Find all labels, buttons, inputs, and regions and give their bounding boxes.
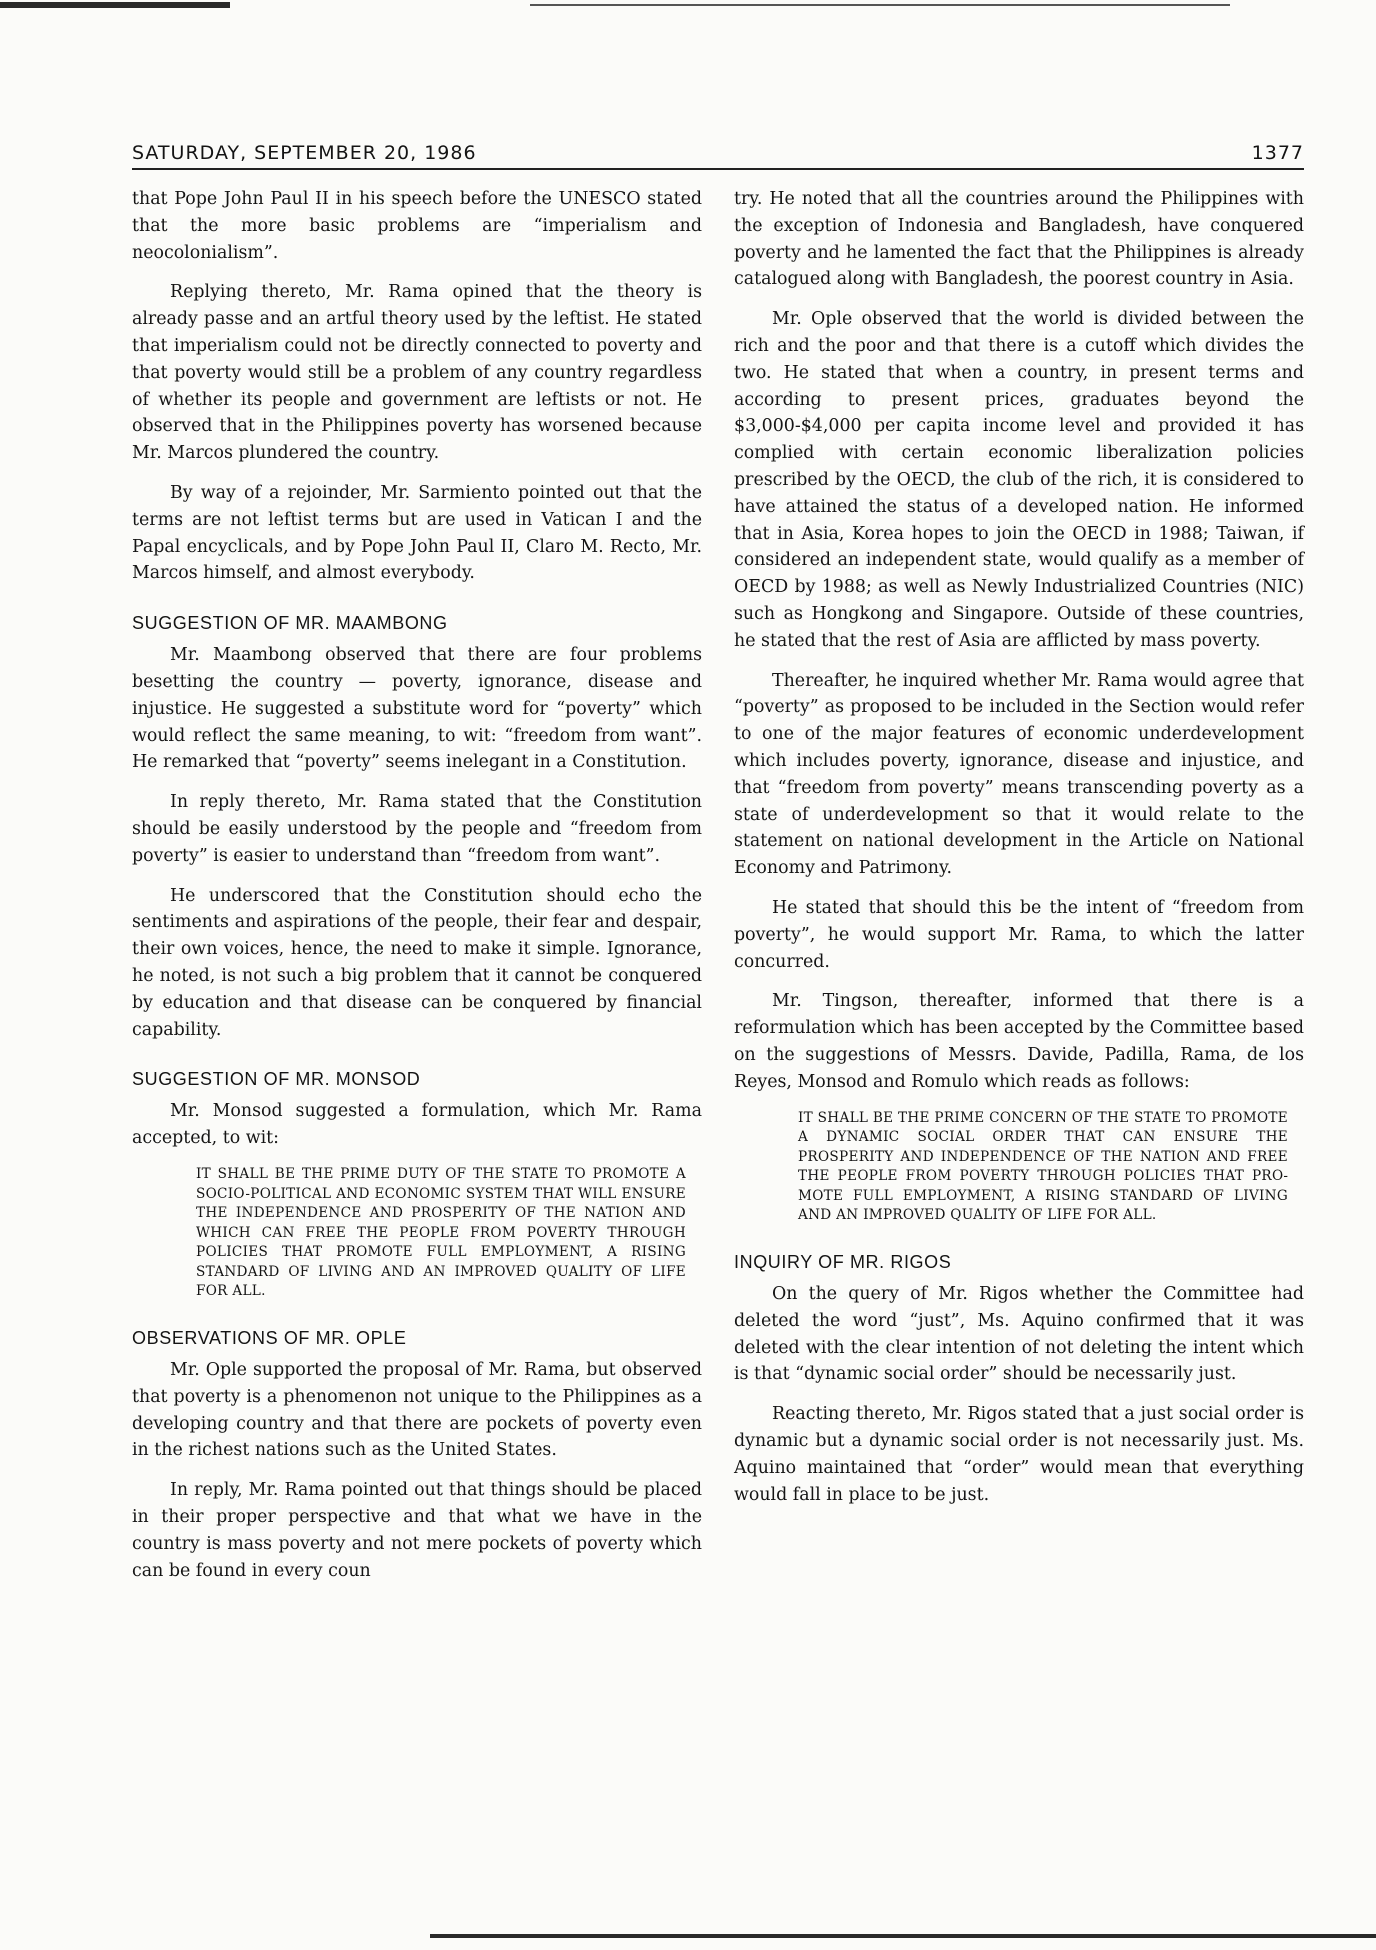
- scan-edge-top: [0, 2, 230, 8]
- paragraph: Reacting thereto, Mr. Rigos stated that a just social order is dynamic but a dynamic social order is not necessarily just. Ms. Aquino maintained that “order” would mean that everything would fall in place to be just.: [734, 1404, 1304, 1505]
- paragraph: Mr. Monsod suggested a formulation, which Mr. Rama accepted, to wit:: [132, 1101, 702, 1149]
- right-column: [734, 186, 1304, 1597]
- paragraph: Mr. Tingson, thereafter, informed that there is a reformulation which has been accepted by the Committee based on the suggestions of Messrs. Davide, Padilla, Rama, de los Reyes, Monsod and Romulo which reads as follows:: [734, 991, 1304, 1092]
- quoted-formulation: IT SHALL BE THE PRIME DUTY OF THE STATE TO PROMOTE A SOCIO-POLITICAL AND ECONOMIC SYSTEM THAT WILL ENSURE THE INDEPENDENCE AND PROSPERITY OF THE NATION AND WHICH CAN FREE THE PEOPLE FROM POVERTY THROUGH POLICIES THAT PROMOTE FULL EMPLOYMENT, A RISING STANDARD OF LIVING AND AN IMPROVED QUALITY OF LIFE FOR ALL.: [196, 1165, 686, 1300]
- paragraph: On the query of Mr. Rigos whether the Committee had deleted the word “just”, Ms. Aquino confirmed that it was deleted with the clear intention of not deleting the intent which is that “dynamic social order” should be necessarily just.: [734, 1284, 1304, 1385]
- scan-edge-top-thin: [530, 4, 1230, 6]
- page-header: [132, 128, 1304, 170]
- paragraph: He stated that should this be the intent of “freedom from poverty”, he would support Mr. Rama, to which the latter concurred.: [734, 897, 1304, 972]
- paragraph: He underscored that the Constitution should echo the sentiments and aspirations of the people, their fear and despair, their own voices, hence, the need to make it simple. Ignorance, he noted, is not such a big problem that it cannot be conquered by education and that disease can be conquered by financial capability.: [132, 885, 702, 1040]
- left-column: [132, 186, 702, 1597]
- section-heading: INQUIRY OF MR. RIGOS: [734, 1252, 952, 1273]
- paragraph: By way of a rejoinder, Mr. Sarmiento pointed out that the terms are not leftist terms but are used in Vatican I and the Papal encyclicals, and by Pope John Paul II, Claro M. Recto, Mr. Marcos himself, and almost everybody.: [132, 482, 702, 584]
- paragraph: Mr. Ople observed that the world is divided between the rich and the poor and that there is a cutoff which divides the two. He stated that when a country, in present terms and according to present prices, graduates beyond the $3,000-$4,000 per capita income level and provided it has complied with certain economic liberalization policies prescribed by the OECD, the club of the rich, it is considered to have attained the status of a developed nation. He informed that in Asia, Korea hopes to join the OECD in 1988; Taiwan, if considered an independent state, would qualify as a member of OECD by 1988; as well as Newly Industrialized Countries (NIC) such as Hongkong and Singapore. Outside of these countries, he stated that the rest of Asia are afflicted by mass poverty.: [734, 309, 1304, 651]
- section-heading: OBSERVATIONS OF MR. OPLE: [132, 1328, 407, 1349]
- text-columns: [132, 186, 1304, 1597]
- paragraph: Replying thereto, Mr. Rama opined that the theory is already passe and an artful theory used by the leftist. He stated that imperialism could not be directly connected to poverty and that poverty would still be a problem of any country regardless of whether its people and government are leftists or not. He observed that in the Philippines poverty has worsened because Mr. Marcos plundered the country.: [132, 282, 702, 464]
- paragraph: Mr. Maambong observed that there are four problems besetting the country — poverty, ignorance, disease and injustice. He suggested a substitute word for “poverty” which would reflect the same meaning, to wit: “freedom from want”. He remarked that “poverty” seems inelegant in a Constitution.: [132, 645, 702, 773]
- section-heading: SUGGESTION OF MR. MONSOD: [132, 1069, 421, 1090]
- paragraph: Mr. Ople supported the proposal of Mr. Rama, but observed that poverty is a phenomenon not unique to the Philippines as a developing country and that there are pockets of poverty even in the richest nations such as the United States.: [132, 1360, 702, 1461]
- quoted-formulation: IT SHALL BE THE PRIME CONCERN OF THE STATE TO PROMOTE A DYNAMIC SOCIAL ORDER THAT CAN ENSURE THE PROSPERITY AND INDEPENDENCE OF THE NATION AND FREE THE PEOPLE FROM POVERTY THROUGH POLICIES THAT PROMOTE FULL EMPLOYMENT, A RISING STANDARD OF LIVING AND AN IMPROVED QUALITY OF LIFE FOR ALL.: [798, 1109, 1288, 1224]
- paragraph: In reply thereto, Mr. Rama stated that the Constitution should be easily understood by the people and “freedom from poverty” is easier to understand than “freedom from want”.: [132, 792, 702, 866]
- paragraph: that Pope John Paul II in his speech before the UNESCO stated that the more basic problems are “imperialism and neocolonialism”.: [132, 189, 702, 263]
- page-date: SATURDAY, SEPTEMBER 20, 1986: [132, 142, 477, 164]
- paragraph: Thereafter, he inquired whether Mr. Rama would agree that “poverty” as proposed to be included in the Section would refer to one of the major features of economic underdevelopment which includes poverty, ignorance, disease and injustice, and that “freedom from poverty” means transcending poverty as a state of underdevelopment so that it would relate to the statement on national development in the Article on National Economy and Patrimony.: [734, 670, 1304, 879]
- paragraph: In reply, Mr. Rama pointed out that things should be placed in their proper perspective and that what we have in the country is mass poverty and not mere pockets of poverty which can be found in every coun: [132, 1480, 702, 1581]
- scan-edge-bottom: [430, 1934, 1376, 1938]
- paragraph: try. He noted that all the countries around the Philippines with the exception of Indonesia and Bangladesh, have conquered poverty and he lamented the fact that the Philippines is already catalogued along with Bangladesh, the poorest country in Asia.: [734, 189, 1304, 290]
- section-heading: SUGGESTION OF MR. MAAMBONG: [132, 613, 448, 634]
- page-number: 1377: [1251, 142, 1304, 164]
